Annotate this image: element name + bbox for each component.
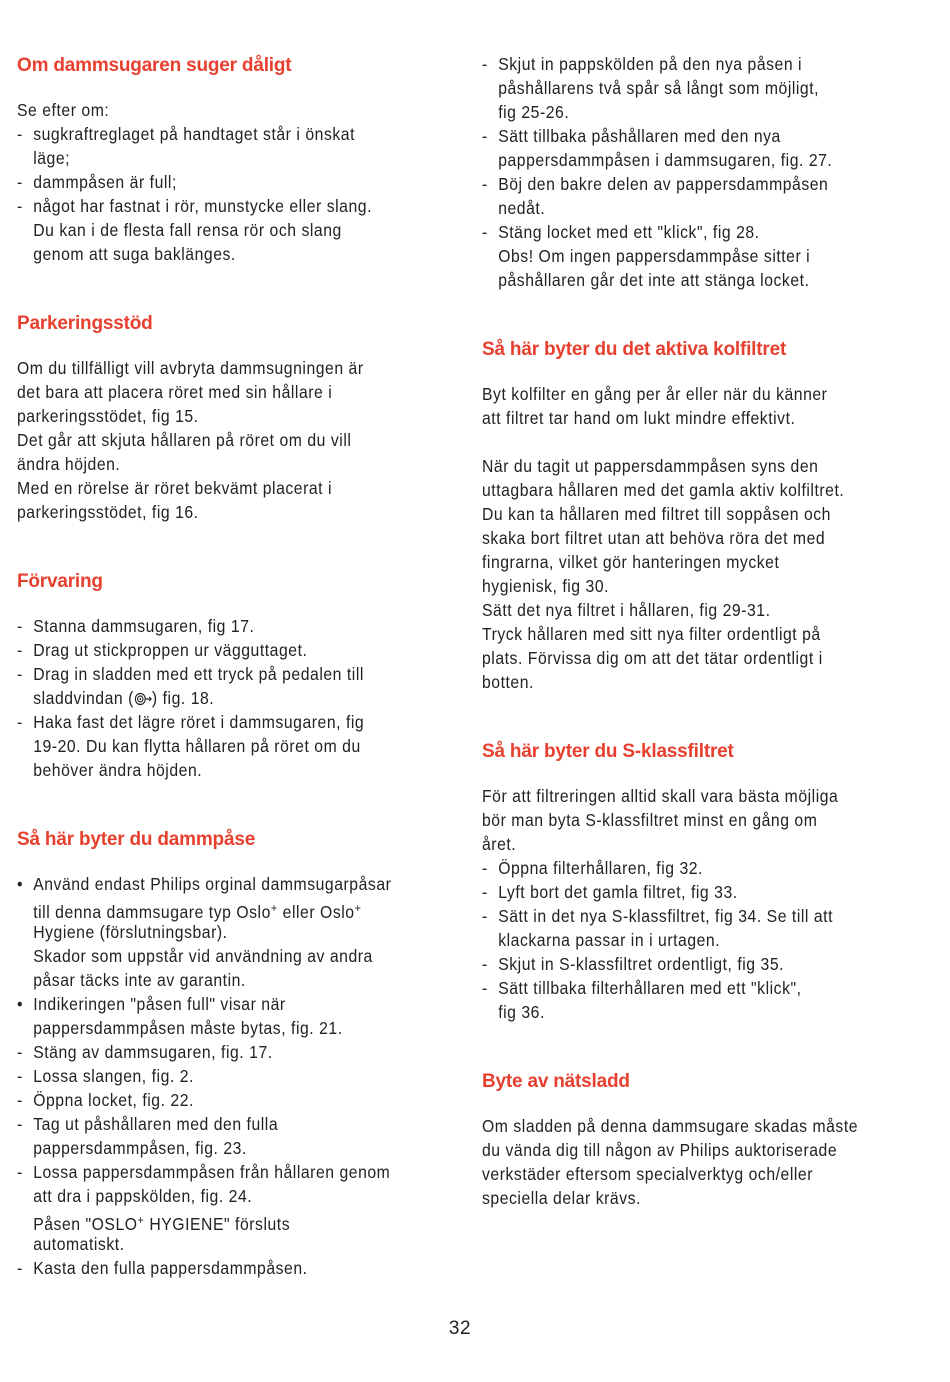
list-item: - Stäng av dammsugaren, fig. 17. (17, 1042, 273, 1062)
list-item: - Sätt tillbaka påshållaren med den nya pappersdammpåsen i dammsugaren, fig. 27. (482, 126, 833, 170)
right-column (482, 52, 922, 1210)
list-item: - Lyft bort det gamla filtret, fig 33. (482, 882, 738, 902)
list-item: - Skjut in S-klassfiltret ordentligt, fig 35. (482, 954, 785, 974)
list-item: - Haka fast det lägre röret i dammsugaren, fig 19-20. Du kan flytta hållaren på röret om du behöver ändra höjden. (17, 712, 365, 780)
list-item: - Lossa pappersdammpåsen från hållaren genom att dra i pappskölden, fig. 24. Påsen "OSLO+ HYGIENE" försluts automatiskt. (17, 1162, 391, 1254)
list-item: - Lossa slangen, fig. 2. (17, 1066, 194, 1086)
heading-parkeringsstod: Parkeringsstöd (17, 313, 153, 334)
list-item: - Öppna filterhållaren, fig 32. (482, 858, 703, 878)
list-item: - dammpåsen är full; (17, 172, 177, 192)
heading-forvaring: Förvaring (17, 571, 103, 592)
list-item: - Sätt tillbaka filterhållaren med ett "klick", fig 36. (482, 978, 802, 1022)
heading-natsladd: Byte av nätsladd (482, 1071, 630, 1092)
list-item: - Stäng locket med ett "klick", fig 28. Obs! Om ingen pappersdammpåse sitter i påshållaren går det inte att stänga locket. (482, 222, 811, 290)
list-item: - Skjut in pappskölden på den nya påsen i påshållarens två spår så långt som möjligt, fig 25-26. (482, 54, 820, 122)
list-item: - Stanna dammsugaren, fig 17. (17, 616, 255, 636)
paragraph: Om sladden på denna dammsugare skadas måste du vända dig till någon av Philips auktoriserade verkstäder eftersom specialverktyg och/eller speciella delar krävs. (482, 1116, 859, 1208)
heading-suger-daligt: Om dammsugaren suger dåligt (17, 55, 292, 76)
list-item: - Öppna locket, fig. 22. (17, 1090, 194, 1110)
left-column (17, 52, 447, 1280)
paragraph: Om du tillfälligt vill avbryta dammsugningen är det bara att placera röret med sin hållare i parkeringsstödet, fig 15. Det går att skjuta hållaren på röret om du vill ändra höjden. Med en rörelse är röret bekvämt placerat i parkeringsstödet, fig 16. (17, 358, 364, 522)
list-item: • Indikeringen "påsen full" visar när pappersdammpåsen måste bytas, fig. 21. (17, 994, 343, 1038)
heading-s-klassfiltret: Så här byter du S-klassfiltret (482, 741, 734, 762)
list-item: - Drag ut stickproppen ur vägguttaget. (17, 640, 308, 660)
heading-byter-dammpase: Så här byter du dammpåse (17, 829, 256, 850)
cord-reel-icon (134, 688, 152, 712)
paragraph: För att filtreringen alltid skall vara bästa möjliga bör man byta S-klassfiltret minst en gång om året. (482, 786, 839, 854)
list-item: - något har fastnat i rör, munstycke eller slang. Du kan i de flesta fall rensa rör och slang genom att suga baklänges. (17, 196, 372, 264)
list-item: - sugkraftreglaget på handtaget står i önskat läge; (17, 124, 355, 168)
list-item: - Kasta den fulla pappersdammpåsen. (17, 1258, 308, 1278)
heading-kolfiltret: Så här byter du det aktiva kolfiltret (482, 339, 787, 360)
intro-text: Se efter om: (17, 100, 110, 120)
list-item: - Sätt in det nya S-klassfiltret, fig 34. Se till att klackarna passar in i urtagen. (482, 906, 834, 950)
page-number: 32 (448, 1318, 472, 1339)
list-item: • Använd endast Philips orginal dammsugarpåsar till denna dammsugare typ Oslo+ eller Oslo+ Hygiene (förslutningsbar). Skador som uppstår vid användning av andra påsar täcks inte av garantin. (17, 874, 392, 990)
list-item: - Drag in sladden med ett tryck på pedalen till sladdvindan ( ) fig. 18. (17, 662, 447, 710)
list-item: - Böj den bakre delen av pappersdammpåsen nedåt. (482, 174, 829, 218)
paragraph: Byt kolfilter en gång per år eller när du känner att filtret tar hand om lukt mindre effektivt. (482, 384, 828, 428)
list-item: - Tag ut påshållaren med den fulla pappersdammpåsen, fig. 23. (17, 1114, 279, 1158)
paragraph: När du tagit ut pappersdammpåsen syns den uttagbara hållaren med det gamla aktiv kolfiltret. Du kan ta hållaren med filtret till soppåsen och skaka bort filtret utan att behöva röra det med fingrarna, vilket gör hanteringen mycket hygienisk, fig 30. Sätt det nya filtret i hållaren, fig 29-31. Tryck hållaren med sitt nya filter ordentligt på plats. Förvissa dig om att det tätar ordentligt i botten. (482, 456, 845, 692)
